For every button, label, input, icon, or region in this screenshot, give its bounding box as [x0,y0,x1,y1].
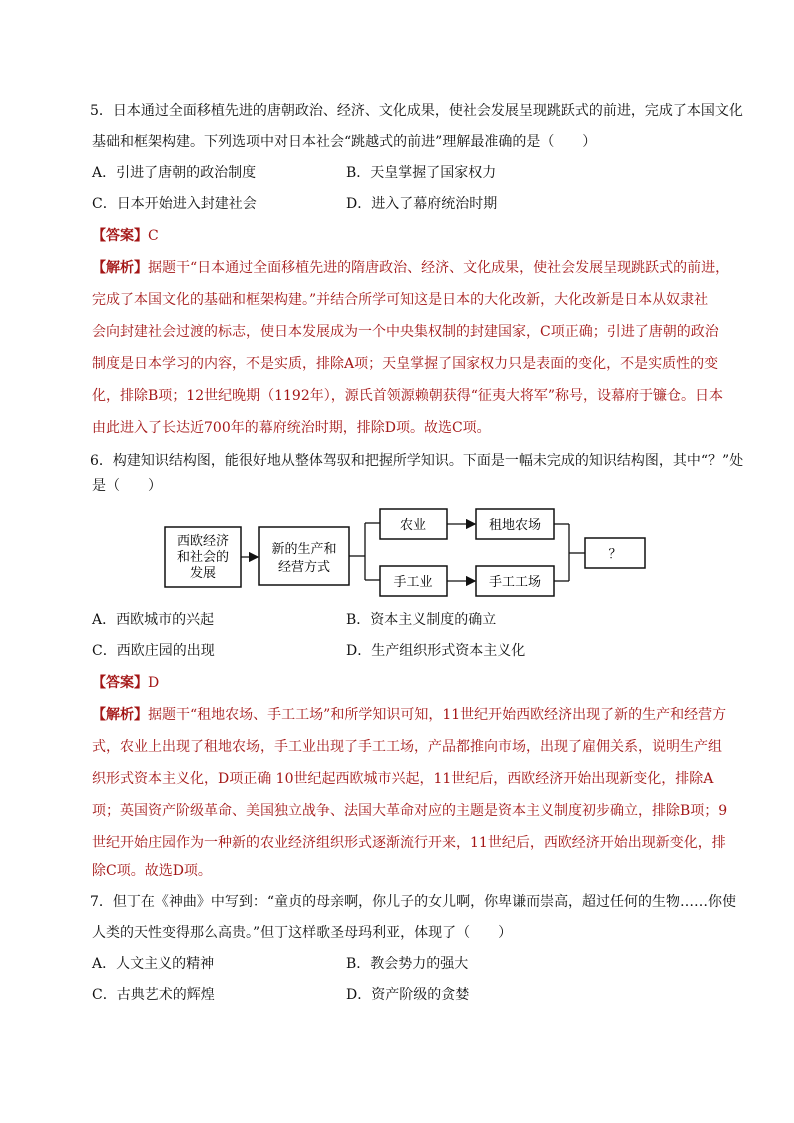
analysis-text: 据题干“租地农场、手工工场”和所学知识可知，11世纪开始西欧经济出现了新的生产和经营方 [148,707,727,723]
answer-value: C [148,228,159,244]
diagram-box-economy-line2: 和社会的 [176,550,230,565]
q7-option-b: B．教会势力的强大 [346,956,469,972]
analysis-label: 【解析】 [92,707,148,723]
answer-label: 【答案】 [92,228,148,244]
q6-analysis-line1 [92,705,726,725]
q5-answer [92,226,159,246]
q5-analysis-line1 [92,258,729,278]
q5-analysis-line3: 会向封建社会过渡的标志，使日本发展成为一个中央集权制的封建国家，C项正确；引进了唐朝的政治 [92,324,719,340]
q5-stem-line2: 基础和框架构建。下列选项中对日本社会“跳越式的前进”理解最准确的是（ ） [92,134,597,150]
q6-analysis-line3: 织形式资本主义化，D项正确 10世纪起西欧城市兴起，11世纪后，西欧经济开始出现新变化，排除A [92,771,714,787]
q5-option-a: A．引进了唐朝的政治制度 [92,165,257,181]
knowledge-structure-diagram [155,500,655,600]
q5-stem-line1: 5．日本通过全面移植先进的唐朝政治、经济、文化成果，使社会发展呈现跳跃式的前进，完成了本国文化 [90,103,743,119]
q5-option-c: C．日本开始进入封建社会 [92,196,257,212]
q6-analysis-line2: 式，农业上出现了租地农场，手工业出现了手工工场，产品都推向市场，出现了雇佣关系，说明生产组 [92,739,722,755]
q6-answer [92,673,159,693]
q6-option-d: D．生产组织形式资本主义化 [346,643,526,659]
q6-stem-line2: 是（ ） [92,478,162,494]
q5-analysis-line5: 化，排除B项；12世纪晚期（1192年），源氏首领源赖朝获得“征夷大将军”称号，设幕府于镰仓。日本 [92,388,724,404]
q5-analysis-line4: 制度是日本学习的内容，不是实质，排除A项；天皇掌握了国家权力只是表面的变化，不是实质性的变 [92,356,719,372]
diagram-box-agriculture-text: 农业 [399,518,427,533]
q7-option-d: D．资产阶级的贪婪 [346,987,470,1003]
diagram-box-unknown-text: ？ [608,547,622,562]
q6-analysis-line5: 世纪开始庄园作为一种新的农业经济组织形式逐渐流行开来，11世纪后，西欧经济开始出现新变化，排 [92,835,726,851]
diagram-box-economy-line1: 西欧经济 [176,534,230,549]
diagram-box-economy-line3: 发展 [189,566,217,581]
q7-option-a: A．人文主义的精神 [92,956,215,972]
q6-option-c: C．西欧庄园的出现 [92,643,215,659]
q7-stem-line1: 7．但丁在《神曲》中写到：“童贞的母亲啊，你儿子的女儿啊，你卑谦而崇高，超过任何的生物……你使 [90,894,737,910]
analysis-text: 据题干“日本通过全面移植先进的隋唐政治、经济、文化成果，使社会发展呈现跳跃式的前进， [148,260,730,276]
diagram-box-production-line2: 经营方式 [277,560,331,575]
q6-analysis-line6: 除C项。故选D项。 [92,863,212,879]
diagram-box-handicraft-text: 手工业 [393,575,433,590]
q6-stem-line1: 6．构建知识结构图，能很好地从整体驾驭和把握所学知识。下面是一幅未完成的知识结构图，其中“？”处 [90,453,744,469]
answer-value: D [148,675,160,691]
q5-option-d: D．进入了幕府统治时期 [346,196,498,212]
q7-stem-line2: 人类的天性变得那么高贵。”但丁这样歌圣母玛利亚，体现了（ ） [92,925,513,941]
q7-option-c: C．古典艺术的辉煌 [92,987,215,1003]
q6-option-a: A．西欧城市的兴起 [92,612,215,628]
q5-analysis-line2: 完成了本国文化的基础和框架构建。”并结合所学可知这是日本的大化改新，大化改新是日本从奴隶社 [92,292,709,308]
answer-label: 【答案】 [92,675,148,691]
diagram-box-workshop-text: 手工工场 [488,575,542,590]
q6-analysis-line4: 项；英国资产阶级革命、美国独立战争、法国大革命对应的主题是资本主义制度初步确立，排除B项；9 [92,803,728,819]
diagram-box-farm-text: 租地农场 [488,518,542,533]
q5-analysis-line6: 由此进入了长达近700年的幕府统治时期，排除D项。故选C项。 [92,420,491,436]
q5-option-b: B．天皇掌握了国家权力 [346,165,497,181]
q6-option-b: B．资本主义制度的确立 [346,612,497,628]
diagram-box-production-line1: 新的生产和 [271,542,337,557]
analysis-label: 【解析】 [92,260,148,276]
